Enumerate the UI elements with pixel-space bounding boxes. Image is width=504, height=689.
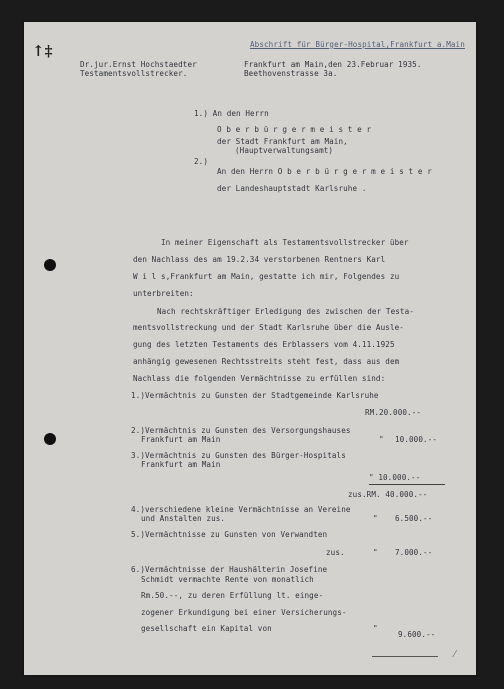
ditto-mark: " <box>379 435 384 444</box>
bequest-6-line: zogener Erkundigung bei einer Versicherungs- <box>141 608 347 617</box>
body-line: gung des letzten Testaments des Erblassers vom 4.11.1925 <box>133 340 395 349</box>
bequest-4: 4.)verschiedene kleine Vermächtnisse an Vereine <box>131 505 351 514</box>
bequest-6-amount: 9.600.-- <box>398 630 436 639</box>
bequest-2-place: Frankfurt am Main <box>141 435 221 444</box>
bequest-6-line: Rm.50.--, zu deren Erfüllung lt. einge- <box>141 591 324 600</box>
bequest-6: 6.)Vermächtnisse der Haushälterin Josefine <box>131 565 328 574</box>
body-line: In meiner Eigenschaft als Testamentsvollstrecker über <box>161 238 409 247</box>
pencil-mark: ⁄ <box>454 650 456 660</box>
recipient-2-city: der Landeshauptstadt Karlsruhe . <box>217 184 367 193</box>
bequest-3: 3.)Vermächtnis zu Gunsten des Bürger-Hospitals <box>131 451 346 460</box>
bequest-6-line: Schmidt vermachte Rente von monatlich <box>141 575 314 584</box>
body-line: W i l s,Frankfurt am Main, gestatte ich mir, Folgendes zu <box>133 272 400 281</box>
body-line: Nachlass die folgenden Vermächtnisse zu erfüllen sind: <box>133 374 386 383</box>
bequest-5: 5.)Vermächtnisse zu Gunsten von Verwandten <box>131 530 328 539</box>
ditto-mark: " <box>373 514 378 523</box>
bequest-2: 2.)Vermächtnis zu Gunsten des Versorgungshauses <box>131 426 351 435</box>
ditto-mark: " <box>373 548 378 557</box>
place-date: Frankfurt am Main,den 23.Februar 1935. <box>244 60 422 69</box>
body-line: Nach rechtskräftiger Erledigung des zwischen der Testa- <box>157 307 414 316</box>
document-page <box>24 22 476 675</box>
recipient-1-office: (Hauptverwaltungsamt) <box>235 146 334 155</box>
ditto-mark: " <box>373 624 378 633</box>
recipient-2-title: An den Herrn O b e r b ü r g e r m e i s t e r <box>217 167 432 176</box>
sum-rule <box>369 484 445 485</box>
recipient-1-city: der Stadt Frankfurt am Main, <box>217 137 348 146</box>
bequest-5-detail: zus. <box>326 548 345 557</box>
recipient-1-title: O b e r b ü r g e r m e i s t e r <box>217 125 372 134</box>
handwritten-mark: ↑‡ <box>32 42 53 60</box>
bequest-3-amount: " 10.000.-- <box>369 473 421 482</box>
punch-hole <box>44 259 56 271</box>
copy-header: Abschrift für Bürger-Hospital,Frankfurt a.Main <box>250 40 465 49</box>
bequest-1-amount: RM.20.000.-- <box>365 408 422 417</box>
punch-hole <box>44 433 56 445</box>
bequest-1: 1.)Vermächtnis zu Gunsten der Stadtgemeinde Karlsruhe <box>131 391 379 400</box>
body-line: mentsvollstreckung und der Stadt Karlsruhe über die Ausle- <box>133 323 404 332</box>
subtotal: zus.RM. 40.000.-- <box>348 490 428 499</box>
bottom-rule <box>372 656 438 657</box>
sender-address: Beethovenstrasse 3a. <box>244 69 338 78</box>
bequest-5-amount: 7.000.-- <box>395 548 433 557</box>
body-line: den Nachlass des am 19.2.34 verstorbenen Rentners Karl <box>133 255 386 264</box>
body-line: unterbreiten: <box>133 289 194 298</box>
sender-name: Dr.jur.Ernst Hochstaedter <box>80 60 197 69</box>
bequest-6-line: gesellschaft ein Kapital von <box>141 624 272 633</box>
bequest-4-detail: und Anstalten zus. <box>141 514 226 523</box>
recipient-1-label: 1.) An den Herrn <box>194 109 269 118</box>
bequest-2-amount: 10.000.-- <box>395 435 438 444</box>
body-line: anhängig gewesenen Rechtsstreits steht fest, dass aus dem <box>133 357 400 366</box>
sender-title: Testamentsvollstrecker. <box>80 69 188 78</box>
recipient-2-label: 2.) <box>194 157 209 166</box>
bequest-4-amount: 6.500.-- <box>395 514 433 523</box>
bequest-3-place: Frankfurt am Main <box>141 460 221 469</box>
